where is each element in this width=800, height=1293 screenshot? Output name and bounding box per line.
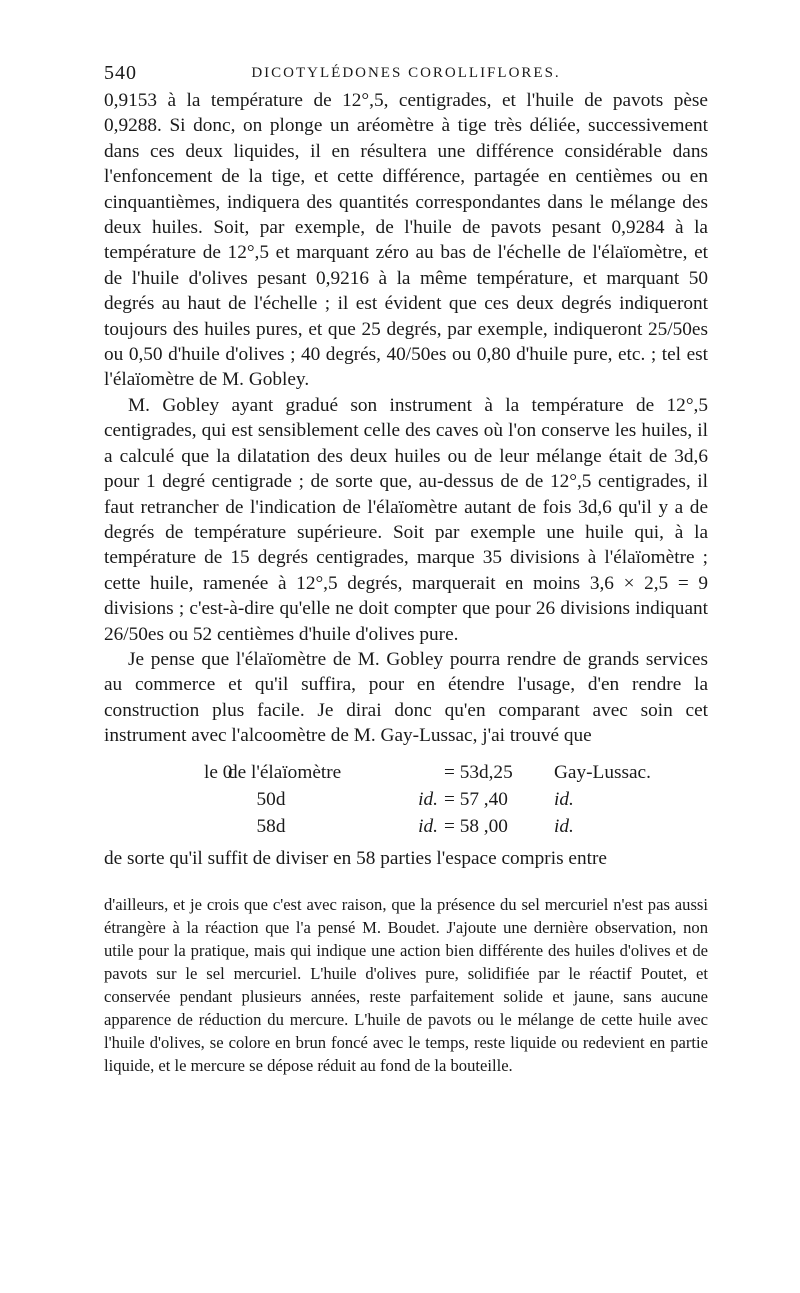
table-cell: = 53d,25 xyxy=(444,761,513,783)
table-cell: id. xyxy=(554,815,574,837)
table-cell: 58d xyxy=(256,815,286,837)
page-number: 540 xyxy=(104,62,137,84)
book-page xyxy=(104,58,708,1077)
running-head: DICOTYLÉDONES COROLLIFLORES. xyxy=(251,65,561,81)
main-text xyxy=(104,88,708,749)
table-cell: Gay-Lussac. xyxy=(554,761,651,783)
paragraph-1: 0,9153 à la température de 12°,5, centigrades, et l'huile de pavots pèse 0,9288. Si donc, on plonge un aréomètre à tige très déliée, successivement dans ces deux liquides, il en résultera une différence considérable dans l'enfoncement de la tige, et cette différence, partagée en centièmes ou en cinquantièmes, indiquera des quantités correspondantes dans le mélange des deux huiles. Soit, par exemple, de l'huile de pavots pesant 0,9284 à la température de 12°,5 et marquant zéro au bas de l'échelle de l'élaïomètre, et de l'huile d'olives pesant 0,9216 à la même température, et marquant 50 degrés au haut de l'échelle ; il est évident que ces deux degrés indiqueront toujours des huiles pures, et que 25 degrés, par exemple, indiqueront 25/50es ou 0,50 d'huile d'olives ; 40 degrés, 40/50es ou 0,80 d'huile pure, etc. ; tel est l'élaïomètre de M. Gobley. xyxy=(104,90,708,391)
table-row xyxy=(204,786,708,813)
table-cell: id. xyxy=(418,815,438,837)
table-cell: = 58 ,00 xyxy=(444,815,508,837)
table-cell: id. xyxy=(554,788,574,810)
table-cell: le 0 xyxy=(204,761,233,783)
table-cell: id. xyxy=(418,788,438,810)
table-cell: = 57 ,40 xyxy=(444,788,508,810)
footnote: d'ailleurs, et je crois que c'est avec raison, que la présence du sel mercuriel n'est pas aussi étrangère à la réaction que l'a pensé M. Boudet. J'ajoute une dernière observation, non utile pour la pratique, mais qui indique une action bien différente des huiles d'olives et de pavots sur le sel mercuriel. L'huile d'olives pure, solidifiée par le réactif Poutet, et conservée pendant plusieurs années, reste parfaitement solide et jaune, sans aucune apparence de réduction du mercure. L'huile de pavots ou le mélange de cette huile avec l'huile d'olives, se colore en brun foncé avec le temps, reste liquide ou redevient en partie liquide, et le mercure se dépose réduit au fond de la bouteille. xyxy=(104,894,708,1075)
table-cell: de l'élaïomètre xyxy=(228,761,342,783)
table-row xyxy=(204,759,708,786)
continuation-text xyxy=(104,846,708,871)
page-header xyxy=(104,58,708,88)
paragraph-4: de sorte qu'il suffit de diviser en 58 parties l'espace compris entre xyxy=(104,847,607,869)
paragraph-2: M. Gobley ayant gradué son instrument à la température de 12°,5 centigrades, qui est sensiblement celle des caves où l'on conserve les huiles, il a calculé que la dilatation des deux huiles ou de leur mélange était de 3d,6 pour 1 degré centigrade ; de sorte que, au-dessus de de 12°,5 centigrades, il faut retrancher de l'indication de l'élaïomètre autant de fois 3d,6 qu'il y a de degrés de température supérieure. Soit par exemple une huile qui, à la température de 15 degrés centigrades, marque 35 divisions à l'élaïomètre ; cette huile, ramenée à 12°,5 degrés, marquerait en moins 3,6 × 2,5 = 9 divisions ; c'est-à-dire qu'elle ne doit compter que pour 26 divisions indiquant 26/50es ou 52 centièmes d'huile d'olives pure. xyxy=(104,394,708,645)
table-cell: 50d xyxy=(256,788,286,810)
conversion-table xyxy=(204,759,708,840)
table-row xyxy=(204,813,708,840)
paragraph-3: Je pense que l'élaïomètre de M. Gobley pourra rendre de grands services au commerce et qu'il suffira, pour en étendre l'usage, d'en rendre la construction plus facile. Je dirai donc qu'en comparant avec soin cet instrument avec l'alcoomètre de M. Gay-Lussac, j'ai trouvé que xyxy=(104,648,708,747)
